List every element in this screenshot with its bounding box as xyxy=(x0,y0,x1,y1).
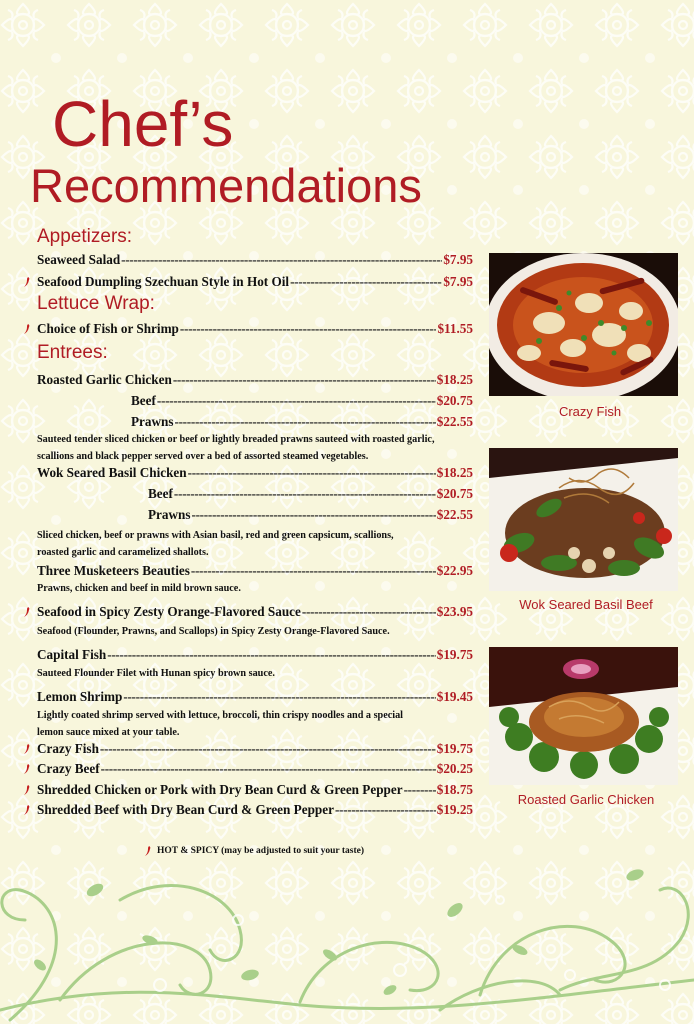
menu-item-three-musketeers xyxy=(37,564,473,577)
dot-leader xyxy=(191,564,436,577)
crazy-fish-image xyxy=(489,253,678,396)
item-price: $20.75 xyxy=(436,486,473,501)
menu-item-seafood-orange xyxy=(37,605,473,618)
dot-leader xyxy=(121,253,442,266)
section-heading-appetizers: Appetizers: xyxy=(37,226,133,247)
menu-item-roasted-garlic-prawns xyxy=(131,415,473,428)
item-name: Lemon Shrimp xyxy=(37,689,123,704)
item-description-seafood-orange: Seafood (Flounder, Prawns, and Scallops) in Spicy Zesty Orange-Flavored Sauce. xyxy=(37,626,390,637)
page-title-line1: Chef’s xyxy=(52,88,234,160)
item-name: Choice of Fish or Shrimp xyxy=(37,321,179,336)
caption-wok-basil-beef: Wok Seared Basil Beef xyxy=(519,597,653,612)
section-heading-lettuce-wrap: Lettuce Wrap: xyxy=(37,293,155,314)
item-description-capital-fish: Sauteed Flounder Filet with Hunan spicy brown sauce. xyxy=(37,668,275,679)
menu-item-seafood-dumpling xyxy=(37,275,473,288)
caption-roasted-garlic-chicken: Roasted Garlic Chicken xyxy=(517,792,655,807)
item-name: Crazy Fish xyxy=(37,741,99,756)
wok-basil-beef-image xyxy=(489,448,678,591)
dot-leader xyxy=(192,508,436,521)
item-price: $19.45 xyxy=(436,689,473,704)
item-name: Prawns xyxy=(148,507,191,522)
chili-pepper-icon xyxy=(22,276,32,288)
item-price: $18.75 xyxy=(436,782,473,797)
chili-pepper-icon xyxy=(22,763,32,775)
item-price: $22.95 xyxy=(436,563,473,578)
dot-leader xyxy=(157,394,436,407)
menu-item-shredded-chicken-pork xyxy=(37,783,473,796)
item-name: Wok Seared Basil Chicken xyxy=(37,465,187,480)
item-name: Capital Fish xyxy=(37,647,107,662)
menu-item-lemon-shrimp xyxy=(37,690,473,703)
dot-leader xyxy=(188,466,436,479)
dot-leader xyxy=(173,373,436,386)
item-price: $18.25 xyxy=(436,372,473,387)
item-description-basil: Sliced chicken, beef or prawns with Asian basil, red and green capsicum, scallions, roasted garlic and caramelized shallots. xyxy=(37,530,394,558)
menu-item-crazy-fish xyxy=(37,742,473,755)
item-price: $23.95 xyxy=(436,604,473,619)
dot-leader xyxy=(175,415,436,428)
dot-leader xyxy=(335,803,436,816)
dot-leader xyxy=(174,487,436,500)
item-name: Prawns xyxy=(131,414,174,429)
item-price: $18.25 xyxy=(436,465,473,480)
photo-roasted-garlic-chicken xyxy=(489,647,678,785)
chili-pepper-icon xyxy=(22,784,32,796)
menu-item-basil-beef xyxy=(148,487,473,500)
item-price: $19.25 xyxy=(436,802,473,817)
item-name: Shredded Beef with Dry Bean Curd & Green Pepper xyxy=(37,802,334,817)
item-name: Seaweed Salad xyxy=(37,252,121,267)
section-heading-entrees: Entrees: xyxy=(37,342,108,363)
photo-crazy-fish xyxy=(489,253,678,396)
chili-pepper-icon xyxy=(22,804,32,816)
dot-leader xyxy=(107,648,435,661)
dot-leader xyxy=(404,783,436,796)
menu-item-crazy-beef xyxy=(37,762,473,775)
menu-item-fish-or-shrimp xyxy=(37,322,473,335)
chili-pepper-icon xyxy=(22,323,32,335)
dot-leader xyxy=(100,742,436,755)
item-price: $19.75 xyxy=(436,647,473,662)
item-name: Beef xyxy=(148,486,173,501)
item-price: $7.95 xyxy=(443,252,473,267)
chili-pepper-icon xyxy=(22,606,32,618)
item-name: Crazy Beef xyxy=(37,761,100,776)
item-name: Seafood in Spicy Zesty Orange-Flavored Sauce xyxy=(37,604,301,619)
item-price: $7.95 xyxy=(443,274,473,289)
item-name: Three Musketeers Beauties xyxy=(37,563,190,578)
chili-pepper-icon xyxy=(143,845,153,857)
dot-leader xyxy=(290,275,442,288)
chili-pepper-icon xyxy=(22,743,32,755)
page-title-line2: Recommendations xyxy=(30,159,422,212)
menu-item-roasted-garlic-beef xyxy=(131,394,473,407)
item-name: Seafood Dumpling Szechuan Style in Hot Oil xyxy=(37,274,290,289)
caption-crazy-fish: Crazy Fish xyxy=(558,404,622,419)
item-name: Roasted Garlic Chicken xyxy=(37,372,172,387)
roasted-garlic-chicken-image xyxy=(489,647,678,785)
item-description-three-musketeers: Prawns, chicken and beef in mild brown sauce. xyxy=(37,583,241,594)
dot-leader xyxy=(302,605,436,618)
menu-item-shredded-beef xyxy=(37,803,473,816)
item-description-lemon-shrimp: Lightly coated shrimp served with lettuce, broccoli, thin crispy noodles and a special lemon sauce mixed at your table. xyxy=(37,710,403,738)
item-price: $20.25 xyxy=(436,761,473,776)
item-price: $22.55 xyxy=(436,414,473,429)
dot-leader xyxy=(180,322,437,335)
dot-leader xyxy=(123,690,435,703)
item-name: Shredded Chicken or Pork with Dry Bean Curd & Green Pepper xyxy=(37,782,403,797)
item-price: $20.75 xyxy=(436,393,473,408)
item-description-roasted-garlic: Sauteed tender sliced chicken or beef or lightly breaded prawns sauteed with roasted garlic, scallions and black pepper served over a bed of assorted steamed vegetables. xyxy=(37,434,435,462)
menu-item-basil-chicken xyxy=(37,466,473,479)
dot-leader xyxy=(101,762,436,775)
photo-wok-basil-beef xyxy=(489,448,678,591)
menu-item-seaweed-salad xyxy=(37,253,473,266)
menu-item-capital-fish xyxy=(37,648,473,661)
item-price: $22.55 xyxy=(436,507,473,522)
menu-item-roasted-garlic-chicken xyxy=(37,373,473,386)
item-name: Beef xyxy=(131,393,156,408)
hot-spicy-note: HOT & SPICY (may be adjusted to suit your taste) xyxy=(157,846,364,856)
menu-item-basil-prawns xyxy=(148,508,473,521)
item-price: $11.55 xyxy=(437,321,473,336)
item-price: $19.75 xyxy=(436,741,473,756)
